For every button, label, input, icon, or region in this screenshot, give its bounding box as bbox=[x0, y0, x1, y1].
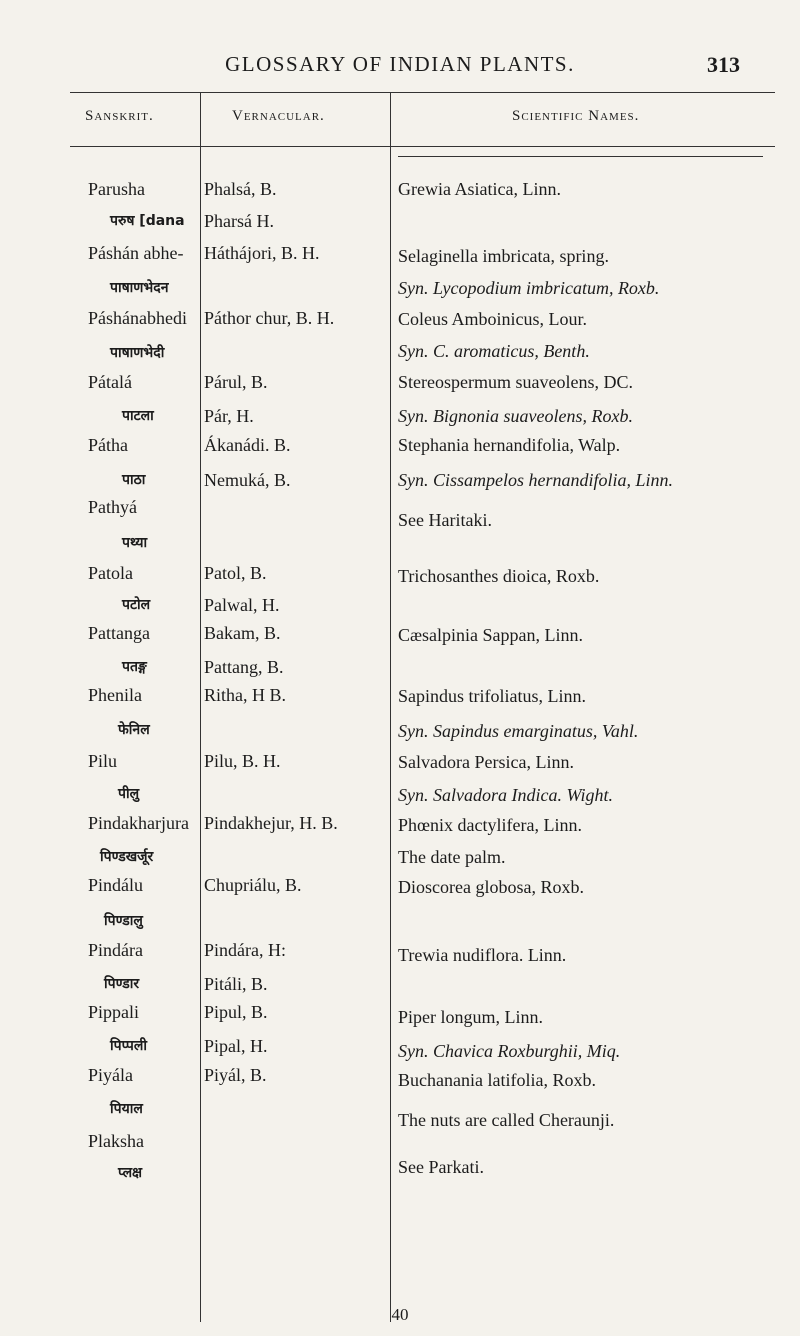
vernacular-name: Nemuká, B. bbox=[204, 470, 291, 490]
sanskrit-devanagari: पाठा bbox=[122, 472, 146, 488]
scientific-name: Salvadora Persica, Linn. bbox=[398, 752, 574, 772]
sanskrit-term: Pippali bbox=[88, 1002, 140, 1022]
scientific-name: Grewia Asiatica, Linn. bbox=[398, 179, 561, 199]
sanskrit-devanagari: पिण्डार bbox=[104, 976, 140, 992]
vernacular-name: Pilu, B. H. bbox=[204, 751, 281, 771]
sanskrit-term: Parusha bbox=[88, 179, 145, 199]
vernacular-name: Bakam, B. bbox=[204, 623, 281, 643]
scientific-synonym: Syn. Salvadora Indica. Wight. bbox=[398, 785, 613, 805]
sanskrit-devanagari: परुष [dana bbox=[110, 213, 185, 229]
scientific-synonym: Syn. Chavica Roxburghii, Miq. bbox=[398, 1041, 621, 1061]
sanskrit-term: Pátha bbox=[88, 435, 128, 455]
column-divider-1 bbox=[200, 92, 201, 1322]
sanskrit-term: Piyála bbox=[88, 1065, 133, 1085]
sanskrit-term: Plaksha bbox=[88, 1131, 144, 1151]
vernacular-name: Pharsá H. bbox=[204, 211, 274, 231]
scientific-name: The date palm. bbox=[398, 847, 506, 867]
sanskrit-term: Pátalá bbox=[88, 372, 132, 392]
sanskrit-term: Pathyá bbox=[88, 497, 137, 517]
vernacular-name: Páthor chur, B. H. bbox=[204, 308, 335, 328]
sanskrit-devanagari: पथ्या bbox=[122, 535, 148, 551]
scientific-name: Stereospermum suaveolens, DC. bbox=[398, 372, 633, 392]
vernacular-name: Ritha, H B. bbox=[204, 685, 287, 705]
sanskrit-term: Pilu bbox=[88, 751, 118, 771]
sanskrit-devanagari: पीलु bbox=[118, 786, 140, 802]
scientific-name: Trichosanthes dioica, Roxb. bbox=[398, 566, 600, 586]
scientific-synonym: Syn. Bignonia suaveolens, Roxb. bbox=[398, 406, 633, 426]
vernacular-name: Pár, H. bbox=[204, 406, 254, 426]
vernacular-name: Patol, B. bbox=[204, 563, 267, 583]
sanskrit-devanagari: पाटला bbox=[122, 408, 154, 424]
scientific-name: Dioscorea globosa, Roxb. bbox=[398, 877, 584, 897]
scientific-name: Stephania hernandifolia, Walp. bbox=[398, 435, 621, 455]
column-header-sanskrit: Sanskrit. bbox=[85, 108, 154, 124]
sanskrit-term: Patola bbox=[88, 563, 133, 583]
top-rule bbox=[70, 92, 775, 93]
vernacular-name: Pipal, H. bbox=[204, 1036, 268, 1056]
page-number-top: 313 bbox=[707, 52, 740, 77]
sanskrit-devanagari: फेनिल bbox=[118, 722, 150, 738]
sanskrit-devanagari: पिप्पली bbox=[110, 1038, 147, 1054]
column-divider-2 bbox=[390, 92, 391, 1322]
sanskrit-devanagari: प्लक्ष bbox=[118, 1165, 143, 1181]
vernacular-name: Ákanádi. B. bbox=[204, 435, 291, 455]
vernacular-name: Pitáli, B. bbox=[204, 974, 268, 994]
sanskrit-devanagari: पाषाणभेदन bbox=[110, 280, 169, 296]
vernacular-name: Palwal, H. bbox=[204, 595, 280, 615]
vernacular-name: Pipul, B. bbox=[204, 1002, 268, 1022]
sanskrit-term: Pattanga bbox=[88, 623, 150, 643]
scientific-name: See Parkati. bbox=[398, 1157, 484, 1177]
vernacular-name: Párul, B. bbox=[204, 372, 268, 392]
running-head-title: GLOSSARY OF INDIAN PLANTS. bbox=[225, 52, 575, 76]
scientific-name: Phœnix dactylifera, Linn. bbox=[398, 815, 582, 835]
scientific-name: Buchanania latifolia, Roxb. bbox=[398, 1070, 596, 1090]
scientific-name: See Haritaki. bbox=[398, 510, 492, 530]
sanskrit-devanagari: पटोल bbox=[122, 597, 151, 613]
sanskrit-term: Phenila bbox=[88, 685, 142, 705]
sanskrit-term: Páshánabhedi bbox=[88, 308, 187, 328]
vernacular-name: Pindakhejur, H. B. bbox=[204, 813, 338, 833]
scientific-name: Sapindus trifoliatus, Linn. bbox=[398, 686, 586, 706]
scientific-synonym: Syn. Cissampelos hernandifolia, Linn. bbox=[398, 470, 674, 490]
vernacular-name: Chupriálu, B. bbox=[204, 875, 302, 895]
vernacular-name: Piyál, B. bbox=[204, 1065, 267, 1085]
scientific-name: Coleus Amboinicus, Lour. bbox=[398, 309, 587, 329]
scientific-header-rule bbox=[398, 156, 763, 157]
scientific-name: Trewia nudiflora. Linn. bbox=[398, 945, 567, 965]
sanskrit-term: Pindálu bbox=[88, 875, 144, 895]
running-head bbox=[0, 52, 800, 82]
vernacular-name: Phalsá, B. bbox=[204, 179, 277, 199]
footer-page-number: 40 bbox=[391, 1305, 409, 1324]
sanskrit-term: Páshán abhe- bbox=[88, 243, 184, 263]
scientific-name: Cæsalpinia Sappan, Linn. bbox=[398, 625, 583, 645]
scientific-synonym: Syn. C. aromaticus, Benth. bbox=[398, 341, 590, 361]
scientific-name: Selaginella imbricata, spring. bbox=[398, 246, 609, 266]
sanskrit-devanagari: पाषाणभेदी bbox=[110, 345, 165, 361]
vernacular-name: Háthájori, B. H. bbox=[204, 243, 320, 263]
sanskrit-devanagari: पियाल bbox=[110, 1101, 143, 1117]
column-header-scientific: Scientific Names. bbox=[512, 108, 640, 124]
column-header-vernacular: Vernacular. bbox=[232, 108, 325, 124]
header-rule bbox=[70, 146, 775, 147]
sanskrit-devanagari: पिण्डालु bbox=[104, 913, 143, 929]
vernacular-name: Pattang, B. bbox=[204, 657, 284, 677]
sanskrit-devanagari: पिण्डखर्जूर bbox=[100, 849, 154, 865]
sanskrit-devanagari: पतङ्ग bbox=[122, 659, 147, 675]
scientific-synonym: Syn. Sapindus emarginatus, Vahl. bbox=[398, 721, 639, 741]
vernacular-name: Pindára, H: bbox=[204, 940, 286, 960]
scientific-name: Piper longum, Linn. bbox=[398, 1007, 543, 1027]
scientific-synonym: Syn. Lycopodium imbricatum, Roxb. bbox=[398, 278, 660, 298]
scientific-name: The nuts are called Cheraunji. bbox=[398, 1110, 615, 1130]
sanskrit-term: Pindára bbox=[88, 940, 143, 960]
sanskrit-term: Pindakharjura bbox=[88, 813, 189, 833]
